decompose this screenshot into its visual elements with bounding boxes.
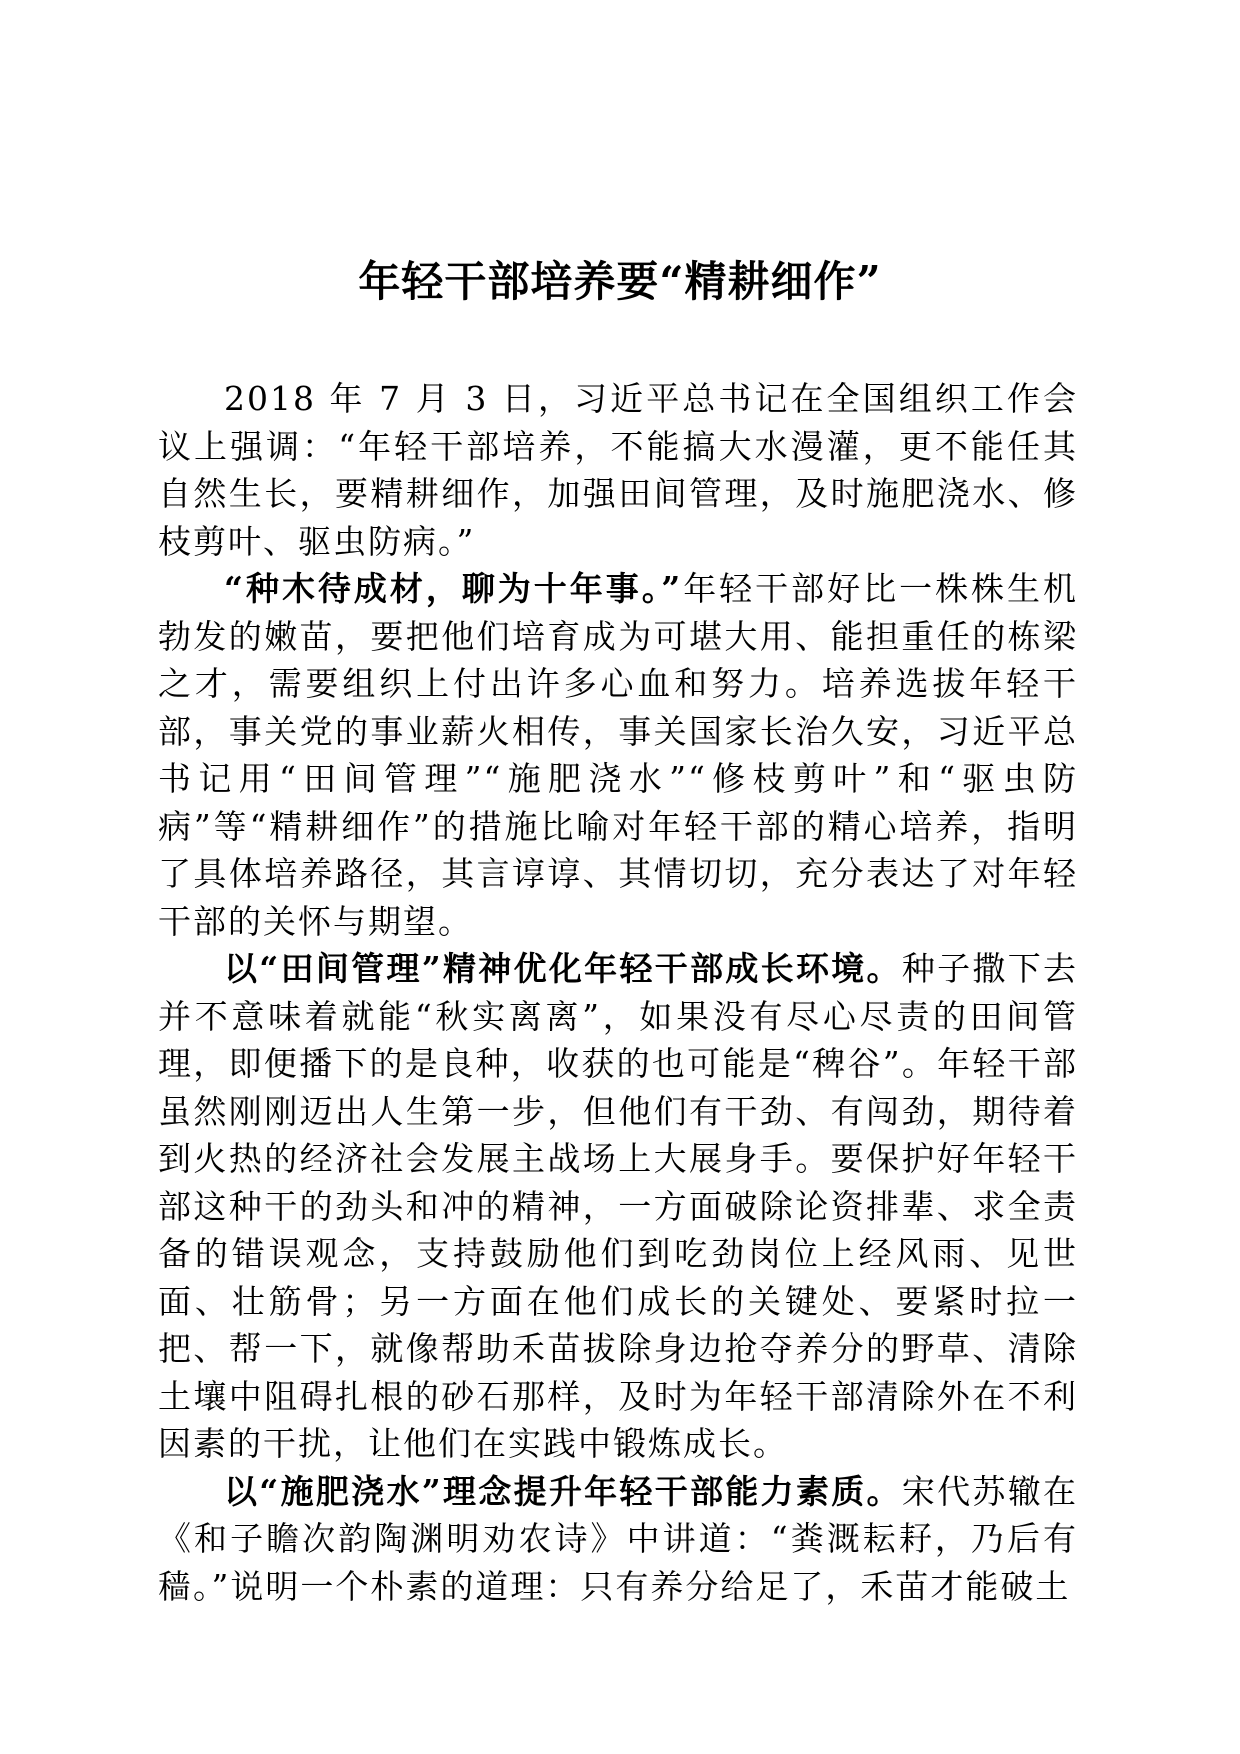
document-title: 年轻干部培养要“精耕细作” <box>358 257 882 306</box>
paragraph-intro <box>158 375 1078 565</box>
paragraph-field-management <box>158 945 1078 1468</box>
paragraph-tree-growing <box>158 565 1078 945</box>
paragraph-text: 宋代苏辙在《和子瞻次韵陶渊明劝农诗》中讲道：“粪溉耘耔，乃后有穑。”说明一个朴素的道理：只有养分给足了，禾苗才能破土 <box>158 1471 1078 1606</box>
paragraph-lead: “种木待成材，聊为十年事。” <box>224 569 683 608</box>
document-body <box>158 375 1078 1610</box>
paragraph-lead: 以“施肥浇水”理念提升年轻干部能力素质。 <box>224 1471 902 1511</box>
paragraph-lead: 以“田间管理”精神优化年轻干部成长环境。 <box>224 949 902 988</box>
paragraph-text: 2018 年 7 月 3 日，习近平总书记在全国组织工作会议上强调：“年轻干部培养，不能搞大水漫灌，更不能任其自然生长，要精耕细作，加强田间管理，及时施肥浇水、修枝剪叶、驱虫防病。” <box>158 379 1078 561</box>
paragraph-fertilize-water <box>158 1468 1078 1611</box>
paragraph-text: 种子撒下去并不意味着就能“秋实离离”，如果没有尽心尽责的田间管理，即便播下的是良种，收获的也可能是“稗谷”。年轻干部虽然刚刚迈出人生第一步，但他们有干劲、有闯劲，期待着到火热的经济社会发展主战场上大展身手。要保护好年轻干部这种干的劲头和冲的精神，一方面破除论资排辈、求全责备的错误观念，支持鼓励他们到吃劲岗位上经风雨、见世面、壮筋骨；另一方面在他们成长的关键处、要紧时拉一把、帮一下，就像帮助禾苗拔除身边抢夺养分的野草、清除土壤中阻碍扎根的砂石那样，及时为年轻干部清除外在不利因素的干扰，让他们在实践中锻炼成长。 <box>158 949 1078 1463</box>
paragraph-text: 年轻干部好比一株株生机勃发的嫩苗，要把他们培育成为可堪大用、能担重任的栋梁之才，需要组织上付出许多心血和努力。培养选拔年轻干部，事关党的事业薪火相传，事关国家长治久安，习近平总书记用“田间管理”“施肥浇水”“修枝剪叶”和“驱虫防病”等“精耕细作”的措施比喻对年轻干部的精心培养，指明了具体培养路径，其言谆谆、其情切切，充分表达了对年轻干部的关怀与期望。 <box>158 569 1079 941</box>
